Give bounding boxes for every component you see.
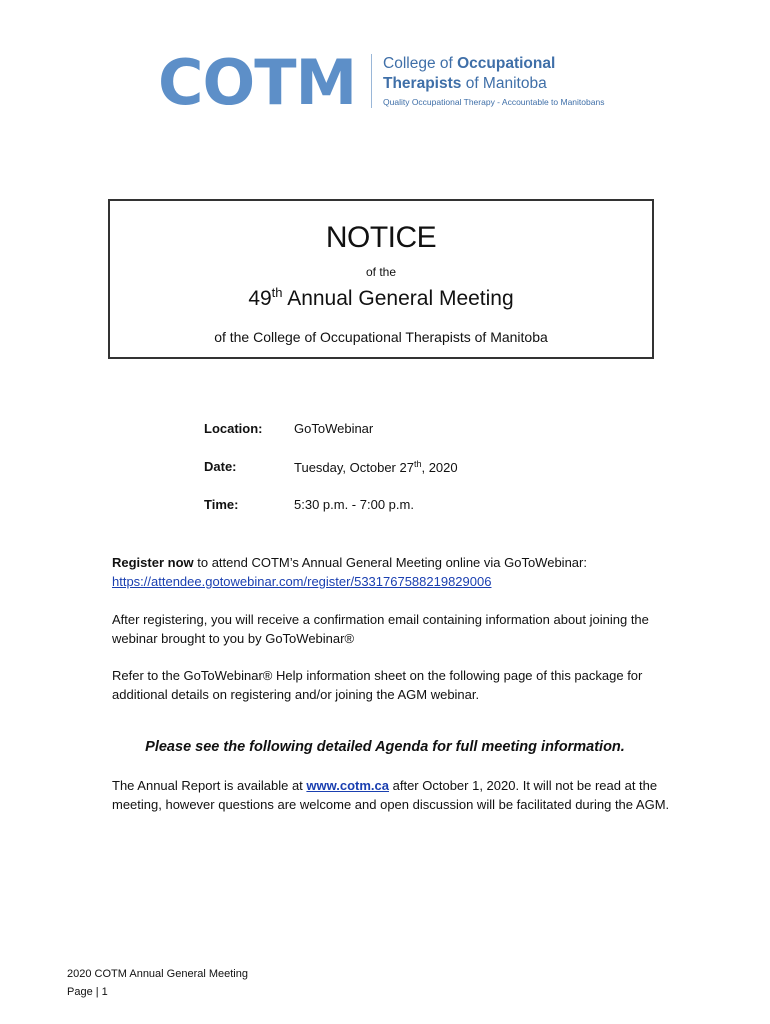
register-paragraph <box>112 553 672 591</box>
meeting-heading <box>110 285 652 311</box>
annual-report-text: The Annual Report is available at <box>112 778 307 793</box>
register-text: to attend COTM’s Annual General Meeting online via GoToWebinar: <box>193 555 587 570</box>
meeting-number: 49 <box>248 287 272 310</box>
page-number: Page | 1 <box>67 986 108 998</box>
date-ordinal: th <box>413 459 422 469</box>
date-value-year: , 2020 <box>421 460 458 475</box>
logo-tagline: Quality Occupational Therapy - Accountable to Manitobans <box>383 97 605 107</box>
time-label: Time: <box>204 497 239 512</box>
logo-name-part: of Manitoba <box>461 75 547 92</box>
logo-name-part-bold: Therapists <box>383 75 462 92</box>
annual-report-paragraph <box>112 776 672 814</box>
meeting-name: Annual General Meeting <box>282 287 514 310</box>
logo-name-part: College of <box>383 55 458 72</box>
notice-box <box>108 199 654 359</box>
cotm-logo <box>158 46 618 119</box>
meeting-ordinal: th <box>271 285 283 300</box>
agenda-note: Please see the following detailed Agenda for full meeting information. <box>145 739 625 755</box>
annual-report-text-rest: after October 1, 2020. It will not be read at the meeting, however questions are welcome and open discussion will be facilitated during the AGM. <box>112 778 670 812</box>
notice-of-the: of the <box>365 265 397 279</box>
time-value: 5:30 p.m. - 7:00 p.m. <box>294 497 414 512</box>
logo-divider <box>371 54 372 108</box>
logo-wordmark: COTM <box>158 46 357 119</box>
registration-link[interactable]: https://attendee.gotowebinar.com/register/5331767588219829006 <box>112 574 492 589</box>
location-value: GoToWebinar <box>294 421 374 436</box>
location-label: Location: <box>204 421 263 436</box>
detail-row-date <box>204 459 604 479</box>
date-label: Date: <box>204 459 237 474</box>
after-registering-paragraph: After registering, you will receive a confirmation email containing information about joining the webinar brought to you by GoToWebinar® <box>112 612 649 646</box>
notice-college: of the College of Occupational Therapists of Manitoba <box>214 329 548 345</box>
page-footer <box>67 965 248 1001</box>
cotm-website-link[interactable]: www.cotm.ca <box>306 778 390 793</box>
date-value <box>294 459 458 475</box>
logo-college-name <box>383 54 555 94</box>
date-value-main: Tuesday, October 27 <box>294 460 414 475</box>
register-now: Register now <box>112 555 194 570</box>
detail-row-location <box>204 421 604 441</box>
footer-title: 2020 COTM Annual General Meeting <box>67 968 248 980</box>
logo-name-part-bold: Occupational <box>457 55 556 72</box>
notice-title: NOTICE <box>325 221 437 254</box>
detail-row-time <box>204 497 604 517</box>
refer-paragraph: Refer to the GoToWebinar® Help information sheet on the following page of this package for additional details on registering and/or joining the AGM webinar. <box>112 668 643 702</box>
